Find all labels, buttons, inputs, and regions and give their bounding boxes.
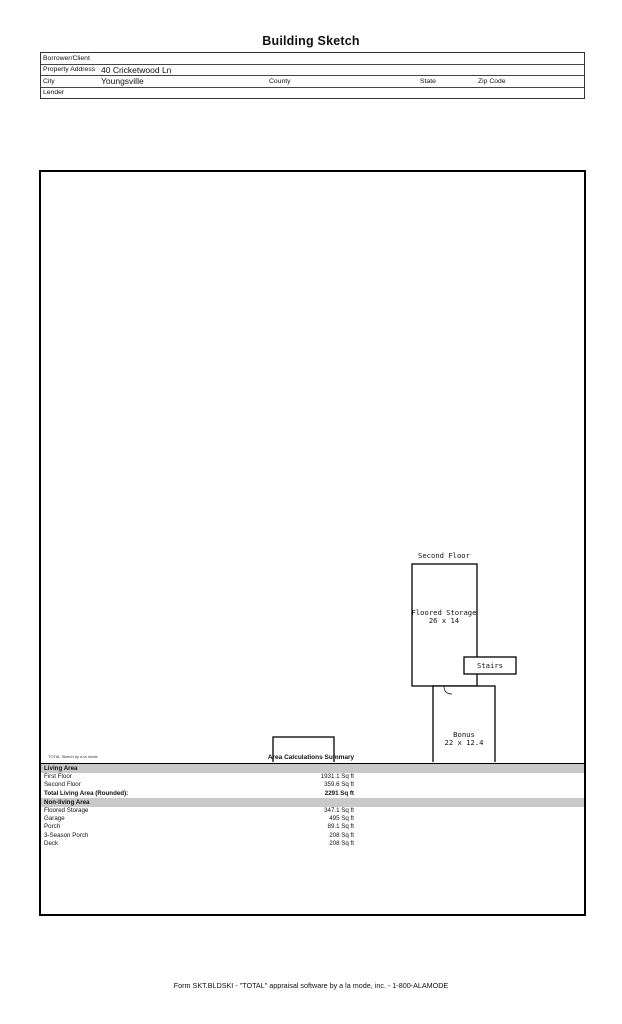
page-title: Building Sketch [262, 34, 360, 48]
city-row [41, 76, 584, 88]
first-floor-label: First Floor [44, 773, 72, 780]
bonus-dims: 22 x 12.4 [444, 738, 484, 747]
nonliving-area-header: Non-living Area [41, 798, 584, 807]
garage-value: 495 Sq ft [329, 815, 354, 823]
floored-storage-value: 347.1 Sq ft [324, 806, 354, 814]
second-floor-value: 359.6 Sq ft [324, 781, 354, 789]
summary-row [41, 781, 584, 789]
summary-row [41, 807, 584, 815]
summary-row [41, 832, 584, 840]
room-labels [41, 172, 584, 762]
zip-label: Zip Code [478, 77, 506, 85]
address-row [41, 65, 584, 77]
city-value: Youngsville [101, 76, 144, 86]
second-floor-label: Second Floor [44, 781, 81, 789]
summary-row [41, 773, 584, 781]
summary-total-row [41, 790, 584, 798]
bonus-name: Bonus [453, 730, 475, 739]
first-floor-value: 1931.1 Sq ft [320, 773, 354, 780]
season-porch-label: 3-Season Porch [44, 831, 89, 839]
summary-row [41, 823, 584, 831]
summary-row [41, 840, 584, 848]
porch-label: Porch [44, 823, 61, 831]
stairs-upper-name: Stairs [477, 661, 503, 670]
summary-title: Area Calculations Summary [267, 754, 355, 761]
header-table [40, 52, 585, 99]
borrower-label: Borrower/Client [43, 54, 90, 62]
porch-value: 89.1 Sq ft [327, 823, 354, 831]
total-label: Total Living Area (Rounded): [44, 789, 129, 797]
season-porch-value: 208 Sq ft [329, 831, 354, 839]
total-value: 2291 Sq ft [324, 789, 354, 797]
county-label: County [269, 77, 291, 85]
garage-label: Garage [44, 815, 65, 823]
area-summary [41, 764, 584, 848]
form-footer: Form SKT.BLDSKI - "TOTAL" appraisal software by a la mode, inc. - 1-800-ALAMODE [173, 981, 449, 990]
summary-row [41, 815, 584, 823]
state-label: State [420, 77, 436, 85]
sketch-credit: TOTAL Sketch by a la mode [48, 754, 98, 759]
second-floor-label: Second Floor [418, 551, 470, 560]
lender-label: Lender [43, 89, 65, 96]
living-area-header: Living Area [41, 764, 584, 773]
deck-label: Deck [44, 840, 59, 848]
city-label: City [43, 77, 55, 85]
borrower-row [41, 53, 584, 65]
address-label: Property Address [43, 66, 96, 73]
floored-storage-label: Floored Storage [44, 806, 89, 814]
floored-storage-name: Floored Storage [411, 608, 477, 617]
address-value: 40 Cricketwood Ln [101, 64, 172, 75]
floored-storage-dims: 26 x 14 [428, 616, 460, 625]
deck-value: 208 Sq ft [329, 840, 354, 848]
lender-row [41, 88, 584, 100]
